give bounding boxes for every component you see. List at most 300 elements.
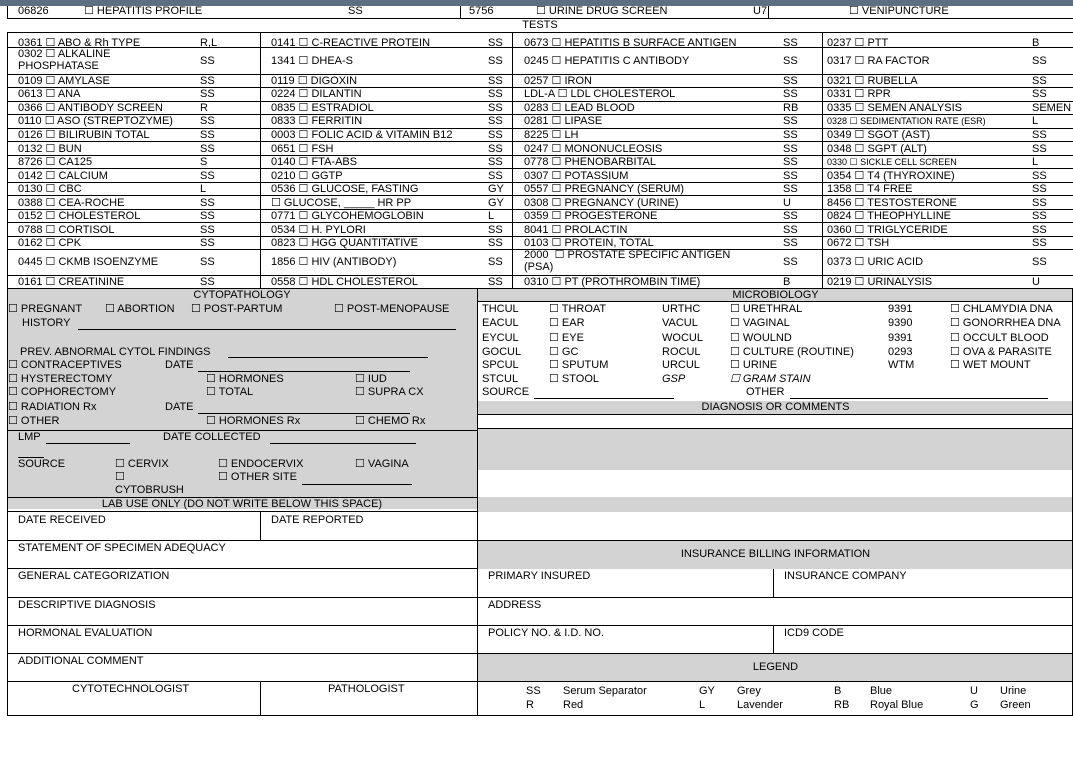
test-checkbox-item[interactable]: 0103 ☐ PROTEIN, TOTAL bbox=[524, 237, 654, 249]
microbiology-field[interactable]: ☐ OCCULT BLOOD bbox=[950, 332, 1049, 344]
rule-line bbox=[7, 141, 1073, 142]
rule-line bbox=[7, 715, 1073, 716]
cytology-field[interactable]: ☐ PREGNANT bbox=[8, 303, 83, 315]
test-checkbox-item[interactable]: 0835 ☐ ESTRADIOL bbox=[271, 102, 374, 114]
top-row-item: 06826 bbox=[18, 5, 49, 17]
test-checkbox-item[interactable]: 0247 ☐ MONONUCLEOSIS bbox=[524, 143, 663, 155]
date-reported-label: DATE REPORTED bbox=[271, 514, 364, 526]
test-checkbox-item[interactable]: 0142 ☐ CALCIUM bbox=[18, 170, 108, 182]
tube-code: L bbox=[200, 183, 207, 195]
tube-code: SS bbox=[783, 237, 798, 249]
rule-line bbox=[7, 128, 1073, 129]
tube-code: SS bbox=[783, 75, 798, 87]
test-checkbox-item[interactable]: 0237 ☐ PTT bbox=[827, 37, 889, 49]
tube-code: SS bbox=[488, 75, 503, 87]
rule-line bbox=[512, 32, 513, 288]
test-checkbox-item[interactable]: 0141 ☐ C-REACTIVE PROTEIN bbox=[271, 37, 431, 49]
tube-code: SS bbox=[488, 170, 503, 182]
tube-code: R bbox=[200, 102, 208, 114]
tube-code: SS bbox=[783, 129, 798, 141]
rule-line bbox=[260, 511, 261, 540]
microbiology-field[interactable]: ☐ EYE bbox=[549, 332, 584, 344]
test-checkbox-item[interactable]: 0302 ☐ ALKALINE PHOSPHATASE bbox=[18, 48, 111, 72]
test-checkbox-item[interactable]: 0308 ☐ PREGNANCY (URINE) bbox=[524, 197, 679, 209]
test-checkbox-item[interactable]: 0245 ☐ HEPATITIS C ANTIBODY bbox=[524, 55, 690, 67]
test-checkbox-item[interactable]: 0109 ☐ AMYLASE bbox=[18, 75, 110, 87]
rule-line bbox=[477, 288, 478, 715]
rule-line bbox=[7, 625, 1073, 626]
test-checkbox-item[interactable]: 0651 ☐ FSH bbox=[271, 143, 334, 155]
test-checkbox-item[interactable]: 0317 ☐ RA FACTOR bbox=[827, 55, 930, 67]
legend-item: U bbox=[970, 685, 978, 697]
tube-code: U bbox=[1032, 276, 1040, 288]
general-categorization-label: GENERAL CATEGORIZATION bbox=[18, 570, 170, 582]
tube-code: SS bbox=[783, 88, 798, 100]
test-checkbox-item[interactable]: 0788 ☐ CORTISOL bbox=[18, 224, 115, 236]
rule-line bbox=[7, 288, 8, 715]
diagnosis-shade-2 bbox=[478, 497, 1073, 512]
rule-line bbox=[7, 32, 1073, 33]
tube-code: SS bbox=[1032, 197, 1047, 209]
microbiology-field: SOURCE bbox=[482, 386, 530, 398]
microbiology-field[interactable]: ☐ URETHRAL bbox=[730, 303, 803, 315]
legend-item: Grey bbox=[737, 685, 761, 697]
rule-line bbox=[7, 568, 477, 569]
tube-code: SS bbox=[1032, 183, 1047, 195]
tube-code: SS bbox=[488, 156, 503, 168]
tube-code: SS bbox=[200, 197, 215, 209]
rule-line bbox=[7, 249, 1073, 250]
legend-item: GY bbox=[699, 685, 715, 697]
tube-code: SS bbox=[200, 129, 215, 141]
microbiology-field: URCUL bbox=[662, 359, 700, 371]
tube-code: SS bbox=[783, 156, 798, 168]
tube-code: SS bbox=[200, 276, 215, 288]
microbiology-field: OTHER bbox=[746, 386, 785, 398]
tube-code: SS bbox=[1032, 143, 1047, 155]
rule-line bbox=[7, 540, 1073, 541]
cytology-field[interactable]: ☐ OTHER bbox=[8, 415, 60, 427]
diagnosis-shade-1 bbox=[478, 428, 1073, 470]
test-checkbox-item[interactable]: 0771 ☐ GLYCOHEMOGLOBIN bbox=[271, 210, 424, 222]
tube-code: B bbox=[783, 276, 791, 288]
cytology-field[interactable]: ☐ POST-PARTUM bbox=[191, 303, 283, 315]
tube-code: L bbox=[1032, 115, 1039, 127]
tube-code: SS bbox=[783, 55, 798, 67]
legend-item: Urine bbox=[1000, 685, 1027, 697]
test-checkbox-item[interactable]: 8041 ☐ PROLACTIN bbox=[524, 224, 628, 236]
rule-line bbox=[7, 18, 1073, 19]
test-checkbox-item[interactable]: 0328 ☐ SEDIMENTATION RATE (ESR) bbox=[827, 116, 986, 126]
microbiology-field[interactable]: ☐ WET MOUNT bbox=[950, 359, 1031, 371]
tube-code: SS bbox=[1032, 210, 1047, 222]
tube-code: SS bbox=[783, 224, 798, 236]
top-row-item[interactable]: ☐ URINE DRUG SCREEN bbox=[536, 5, 668, 17]
tube-code: SS bbox=[783, 115, 798, 127]
microbiology-header: MICROBIOLOGY bbox=[732, 289, 819, 301]
test-checkbox-item[interactable]: 0140 ☐ FTA-ABS bbox=[271, 156, 358, 168]
rule-line bbox=[7, 74, 1073, 75]
tube-code: SS bbox=[488, 143, 503, 155]
legend-item: SS bbox=[526, 685, 541, 697]
microbiology-field: GOCUL bbox=[482, 346, 522, 358]
test-checkbox-item[interactable]: 1358 ☐ T4 FREE bbox=[827, 183, 913, 195]
microbiology-field: 9391 bbox=[888, 303, 913, 315]
test-checkbox-item[interactable]: 8456 ☐ TESTOSTERONE bbox=[827, 197, 957, 209]
additional-comment-label: ADDITIONAL COMMENT bbox=[18, 655, 144, 667]
microbiology-field[interactable]: ☐ WOULND bbox=[730, 332, 792, 344]
tube-code: SS bbox=[1032, 170, 1047, 182]
rule-line bbox=[7, 653, 1073, 654]
legend-item: L bbox=[699, 699, 706, 711]
test-checkbox-item[interactable]: 8225 ☐ LH bbox=[524, 129, 579, 141]
legend-item: Red bbox=[563, 699, 584, 711]
legend-item: RB bbox=[834, 699, 850, 711]
fill-in-line[interactable] bbox=[228, 357, 428, 358]
cytology-field[interactable]: ☐ COPHORECTOMY bbox=[8, 386, 117, 398]
rule-line bbox=[7, 681, 1073, 682]
test-checkbox-item[interactable]: ☐ GLUCOSE, _____ HR PP bbox=[271, 197, 412, 209]
cytology-field: DATE COLLECTED bbox=[163, 431, 261, 443]
diagnosis-header: DIAGNOSIS OR COMMENTS bbox=[701, 401, 850, 413]
tube-code: SS bbox=[488, 224, 503, 236]
test-checkbox-item[interactable]: 0330 ☐ SICKLE CELL SCREEN bbox=[827, 157, 957, 167]
test-checkbox-item[interactable]: 0310 ☐ PT (PROTHROMBIN TIME) bbox=[524, 276, 701, 288]
cytology-field: DATE bbox=[165, 401, 194, 413]
tube-code: RB bbox=[783, 102, 799, 114]
test-checkbox-item[interactable]: 8726 ☐ CA125 bbox=[18, 156, 93, 168]
hormonal-evaluation-label: HORMONAL EVALUATION bbox=[18, 627, 153, 639]
tube-code: SS bbox=[1032, 75, 1047, 87]
fill-in-line[interactable] bbox=[790, 398, 1048, 399]
microbiology-field[interactable]: ☐ SPUTUM bbox=[549, 359, 609, 371]
test-checkbox-item[interactable]: 0824 ☐ THEOPHYLLINE bbox=[827, 210, 951, 222]
microbiology-field[interactable]: ☐ THROAT bbox=[549, 303, 607, 315]
microbiology-field: 9391 bbox=[888, 332, 913, 344]
cytology-field: DATE bbox=[165, 359, 194, 371]
test-checkbox-item[interactable]: 0672 ☐ TSH bbox=[827, 237, 890, 249]
test-checkbox-item[interactable]: 0210 ☐ GGTP bbox=[271, 170, 343, 182]
legend-item: Lavender bbox=[737, 699, 783, 711]
microbiology-field: EACUL bbox=[482, 317, 519, 329]
tube-code: SS bbox=[488, 276, 503, 288]
test-checkbox-item[interactable]: 0557 ☐ PREGNANCY (SERUM) bbox=[524, 183, 685, 195]
rule-line bbox=[478, 428, 1073, 429]
test-checkbox-item[interactable]: 0224 ☐ DILANTIN bbox=[271, 88, 362, 100]
microbiology-field[interactable]: ☐ URINE bbox=[730, 359, 778, 371]
rule-line bbox=[7, 497, 477, 498]
top-row-item[interactable]: ☐ HEPATITIS PROFILE bbox=[84, 5, 203, 17]
test-checkbox-item[interactable]: 0536 ☐ GLUCOSE, FASTING bbox=[271, 183, 419, 195]
tube-code: SS bbox=[200, 55, 215, 67]
test-checkbox-item[interactable]: 0110 ☐ ASO (STREPTOZYME) bbox=[18, 115, 173, 127]
test-checkbox-item[interactable]: 0003 ☐ FOLIC ACID & VITAMIN B12 bbox=[271, 129, 453, 141]
rule-line bbox=[7, 209, 1073, 210]
tube-code: SS bbox=[1032, 224, 1047, 236]
test-checkbox-item[interactable]: 0126 ☐ BILIRUBIN TOTAL bbox=[18, 129, 150, 141]
rule-line bbox=[7, 275, 1073, 276]
test-checkbox-item[interactable]: 0366 ☐ ANTIBODY SCREEN bbox=[18, 102, 163, 114]
tube-code: SS bbox=[488, 88, 503, 100]
tube-code: SS bbox=[488, 55, 503, 67]
cytology-field[interactable]: ☐ CHEMO Rx bbox=[355, 415, 426, 427]
rule-line bbox=[7, 168, 1073, 169]
microbiology-field[interactable]: ☐ VAGINAL bbox=[730, 317, 790, 329]
microbiology-field: ROCUL bbox=[662, 346, 701, 358]
rule-line bbox=[768, 6, 769, 18]
test-checkbox-item[interactable]: 0354 ☐ T4 (THYROXINE) bbox=[827, 170, 955, 182]
cytology-field: PREV. ABNORMAL CYTOL FINDINGS bbox=[20, 346, 211, 358]
cytology-field[interactable]: ☐ TOTAL bbox=[206, 386, 254, 398]
test-checkbox-item[interactable]: 0778 ☐ PHENOBARBITAL bbox=[524, 156, 656, 168]
fill-in-line[interactable] bbox=[270, 443, 416, 444]
microbiology-field[interactable]: ☐ GONORRHEA DNA bbox=[950, 317, 1061, 329]
legend-item: R bbox=[526, 699, 534, 711]
cytology-field: HISTORY bbox=[22, 317, 71, 329]
rule-line bbox=[7, 47, 1073, 48]
tube-code: SS bbox=[200, 143, 215, 155]
fill-in-line[interactable] bbox=[78, 329, 456, 330]
tube-code: SS bbox=[200, 88, 215, 100]
insurance-company-label: INSURANCE COMPANY bbox=[784, 570, 907, 582]
top-row-item: 5756 bbox=[469, 5, 494, 17]
cytopathology-header: CYTOPATHOLOGY bbox=[193, 289, 291, 301]
address-label: ADDRESS bbox=[488, 599, 542, 611]
microbiology-field: 0293 bbox=[888, 346, 913, 358]
icd9-code-label: ICD9 CODE bbox=[784, 627, 844, 639]
legend-header: LEGEND bbox=[752, 661, 799, 673]
tube-code: SS bbox=[200, 256, 215, 268]
microbiology-field[interactable]: ☐ OVA & PARASITE bbox=[950, 346, 1052, 358]
tube-code: SS bbox=[200, 115, 215, 127]
microbiology-field: THCUL bbox=[482, 303, 519, 315]
tube-code: SS bbox=[783, 210, 798, 222]
test-checkbox-item[interactable]: 1341 ☐ DHEA-S bbox=[271, 55, 354, 67]
test-checkbox-item[interactable]: 0558 ☐ HDL CHOLESTEROL bbox=[271, 276, 419, 288]
rule-line bbox=[7, 222, 1073, 223]
tube-code: SS bbox=[783, 170, 798, 182]
fill-in-line[interactable] bbox=[302, 484, 412, 485]
rule-line bbox=[460, 6, 461, 18]
microbiology-field[interactable]: ☐ GRAM STAIN bbox=[730, 373, 811, 385]
test-checkbox-item[interactable]: 0673 ☐ HEPATITIS B SURFACE ANTIGEN bbox=[524, 37, 737, 49]
cytology-field[interactable]: ☐ HORMONES Rx bbox=[206, 415, 301, 427]
cytology-field[interactable]: ☐ OTHER SITE bbox=[218, 471, 297, 483]
legend-item: G bbox=[970, 699, 979, 711]
tube-code: SS bbox=[200, 237, 215, 249]
tube-code: SS bbox=[200, 170, 215, 182]
policy-number-label: POLICY NO. & I.D. NO. bbox=[488, 627, 604, 639]
rule-line bbox=[7, 114, 1073, 115]
test-checkbox-item[interactable]: 0349 ☐ SGOT (AST) bbox=[827, 129, 931, 141]
test-checkbox-item[interactable]: 0307 ☐ POTASSIUM bbox=[524, 170, 629, 182]
rule-line bbox=[7, 6, 8, 18]
specimen-adequacy-label: STATEMENT OF SPECIMEN ADEQUACY bbox=[18, 542, 226, 554]
rule-line bbox=[478, 414, 1073, 415]
tube-code: SS bbox=[488, 102, 503, 114]
tube-code: B bbox=[1032, 37, 1040, 49]
rule-line bbox=[478, 301, 1073, 302]
cytology-field[interactable]: ☐ ENDOCERVIX bbox=[218, 458, 304, 470]
tube-code: U bbox=[783, 197, 791, 209]
tube-code: SS bbox=[200, 75, 215, 87]
tube-code: SS bbox=[783, 143, 798, 155]
test-checkbox-item[interactable]: 0335 ☐ SEMEN ANALYSIS bbox=[827, 102, 962, 114]
test-checkbox-item[interactable]: 0321 ☐ RUBELLA bbox=[827, 75, 918, 87]
tube-code: SS bbox=[783, 183, 798, 195]
rule-line bbox=[7, 597, 1073, 598]
tube-code: SS bbox=[783, 37, 798, 49]
microbiology-field[interactable]: ☐ GC bbox=[549, 346, 579, 358]
rule-line bbox=[260, 681, 261, 715]
tube-code: GY bbox=[488, 183, 504, 195]
tube-code: L bbox=[488, 210, 495, 222]
tube-code: R,L bbox=[200, 37, 218, 49]
legend-item: Green bbox=[1000, 699, 1031, 711]
legend-item: Serum Separator bbox=[563, 685, 647, 697]
microbiology-field[interactable]: ☐ CHLAMYDIA DNA bbox=[950, 303, 1053, 315]
test-checkbox-item[interactable]: 0162 ☐ CPK bbox=[18, 237, 82, 249]
test-checkbox-item[interactable]: 0132 ☐ BUN bbox=[18, 143, 82, 155]
descriptive-diagnosis-label: DESCRIPTIVE DIAGNOSIS bbox=[18, 599, 156, 611]
tube-code: SS bbox=[1032, 88, 1047, 100]
top-row-item[interactable]: ☐ VENIPUNCTURE bbox=[849, 5, 949, 17]
cytology-field[interactable]: ☐ RADIATION Rx bbox=[8, 401, 97, 413]
microbiology-field: WTM bbox=[888, 359, 915, 371]
rule-line bbox=[7, 101, 1073, 102]
cytology-field[interactable]: ☐ CONTRACEPTIVES bbox=[8, 359, 122, 371]
test-checkbox-item[interactable]: 0281 ☐ LIPASE bbox=[524, 115, 603, 127]
microbiology-field[interactable]: ☐ STOOL bbox=[549, 373, 600, 385]
cytology-field: SOURCE bbox=[18, 458, 66, 470]
tube-code: SS bbox=[1032, 129, 1047, 141]
fill-in-line[interactable] bbox=[18, 457, 44, 458]
top-row-item: U7 bbox=[753, 5, 768, 17]
tube-code: SS bbox=[1032, 256, 1047, 268]
tube-code: SS bbox=[488, 256, 503, 268]
cytology-field: LMP bbox=[18, 431, 41, 443]
tube-code: SS bbox=[200, 224, 215, 236]
rule-line bbox=[773, 569, 774, 597]
test-checkbox-item[interactable]: 0283 ☐ LEAD BLOOD bbox=[524, 102, 635, 114]
test-checkbox-item[interactable]: 0361 ☐ ABO & Rh TYPE bbox=[18, 37, 141, 49]
rule-line bbox=[7, 430, 477, 431]
legend-item: B bbox=[834, 685, 842, 697]
test-checkbox-item[interactable]: 1856 ☐ HIV (ANTIBODY) bbox=[271, 256, 397, 268]
microbiology-field: VACUL bbox=[662, 317, 698, 329]
test-checkbox-item[interactable]: 0823 ☐ HGG QUANTITATIVE bbox=[271, 237, 418, 249]
microbiology-field: EYCUL bbox=[482, 332, 519, 344]
tube-code: S bbox=[200, 156, 208, 168]
tube-code: SS bbox=[488, 115, 503, 127]
test-checkbox-item[interactable]: 0257 ☐ IRON bbox=[524, 75, 592, 87]
test-checkbox-item[interactable]: 0359 ☐ PROGESTERONE bbox=[524, 210, 658, 222]
rule-line bbox=[7, 195, 1073, 196]
tube-code: SS bbox=[200, 210, 215, 222]
microbiology-field: WOCUL bbox=[662, 332, 703, 344]
test-checkbox-item[interactable]: 0534 ☐ H. PYLORI bbox=[271, 224, 366, 236]
date-received-label: DATE RECEIVED bbox=[18, 514, 106, 526]
microbiology-field: 9390 bbox=[888, 317, 913, 329]
tube-code: SS bbox=[488, 129, 503, 141]
rule-line bbox=[7, 288, 1073, 289]
fill-in-line[interactable] bbox=[46, 443, 130, 444]
fill-in-line[interactable] bbox=[198, 371, 410, 372]
cytology-field[interactable]: ☐ HORMONES bbox=[206, 373, 284, 385]
rule-line bbox=[260, 32, 261, 288]
test-checkbox-item[interactable]: 0445 ☐ CKMB ISOENZYME bbox=[18, 256, 159, 268]
rule-line bbox=[822, 32, 823, 288]
cytology-field[interactable]: ☐ IUD bbox=[355, 373, 387, 385]
legend-item: Blue bbox=[870, 685, 893, 697]
test-checkbox-item[interactable]: 0152 ☐ CHOLESTEROL bbox=[18, 210, 141, 222]
fill-in-line[interactable] bbox=[534, 398, 674, 399]
test-checkbox-item[interactable]: 0161 ☐ CREATININE bbox=[18, 276, 125, 288]
cytology-field[interactable]: ☐ VAGINA bbox=[355, 458, 409, 470]
pathologist-label: PATHOLOGIST bbox=[328, 683, 405, 695]
tube-code: GY bbox=[488, 197, 504, 209]
rule-line bbox=[7, 32, 8, 288]
fill-in-line[interactable] bbox=[198, 413, 410, 414]
test-checkbox-item[interactable]: 2000 ☐ PROSTATE SPECIFIC ANTIGEN (PSA) bbox=[524, 249, 731, 273]
tube-code: SEMEN bbox=[1032, 102, 1072, 114]
test-checkbox-item[interactable]: LDL-A ☐ LDL CHOLESTEROL bbox=[524, 88, 676, 100]
tube-code: SS bbox=[488, 237, 503, 249]
cytotechnologist-label: CYTOTECHNOLOGIST bbox=[72, 683, 190, 695]
microbiology-field[interactable]: ☐ CULTURE (ROUTINE) bbox=[730, 346, 854, 358]
cytology-field[interactable]: ☐ bbox=[115, 471, 125, 483]
microbiology-field: STCUL bbox=[482, 373, 519, 385]
rule-line bbox=[7, 155, 1073, 156]
tube-code: SS bbox=[783, 256, 798, 268]
rule-line bbox=[7, 87, 1073, 88]
test-checkbox-item[interactable]: 0348 ☐ SGPT (ALT) bbox=[827, 143, 927, 155]
top-row-item: SS bbox=[348, 5, 363, 17]
rule-line bbox=[7, 182, 1073, 183]
tube-code: SS bbox=[1032, 237, 1047, 249]
tube-code: L bbox=[1032, 156, 1039, 168]
test-checkbox-item[interactable]: 0833 ☐ FERRITIN bbox=[271, 115, 363, 127]
test-checkbox-item[interactable]: 0613 ☐ ANA bbox=[18, 88, 81, 100]
test-checkbox-item[interactable]: 0130 ☐ CBC bbox=[18, 183, 82, 195]
test-checkbox-item[interactable]: 0373 ☐ URIC ACID bbox=[827, 256, 924, 268]
lab-use-header: LAB USE ONLY (DO NOT WRITE BELOW THIS SPACE) bbox=[101, 498, 383, 510]
primary-insured-label: PRIMARY INSURED bbox=[488, 570, 591, 582]
test-checkbox-item[interactable]: 0331 ☐ RPR bbox=[827, 88, 891, 100]
tube-code: SS bbox=[488, 37, 503, 49]
cytology-field: CYTOBRUSH bbox=[115, 484, 184, 496]
microbiology-field: GSP bbox=[662, 373, 686, 385]
rule-line bbox=[7, 236, 1073, 237]
insurance-header: INSURANCE BILLING INFORMATION bbox=[680, 548, 871, 560]
test-checkbox-item[interactable]: 0360 ☐ TRIGLYCERIDE bbox=[827, 224, 948, 236]
cytology-field[interactable]: ☐ ABORTION bbox=[105, 303, 175, 315]
cytology-field[interactable]: ☐ POST-MENOPAUSE bbox=[334, 303, 450, 315]
cytology-field[interactable]: ☐ SUPRA CX bbox=[355, 386, 424, 398]
rule-line bbox=[7, 511, 477, 512]
legend-item: Royal Blue bbox=[870, 699, 924, 711]
test-checkbox-item[interactable]: 0219 ☐ URINALYSIS bbox=[827, 276, 933, 288]
microbiology-field: SPCUL bbox=[482, 359, 519, 371]
tube-code: SS bbox=[1032, 55, 1047, 67]
test-checkbox-item[interactable]: 0119 ☐ DIGOXIN bbox=[271, 75, 358, 87]
cytology-field[interactable]: ☐ CERVIX bbox=[115, 458, 169, 470]
cytology-field[interactable]: ☐ HYSTERECTOMY bbox=[8, 373, 113, 385]
rule-line bbox=[773, 625, 774, 653]
microbiology-field[interactable]: ☐ EAR bbox=[549, 317, 585, 329]
test-checkbox-item[interactable]: 0388 ☐ CEA-ROCHE bbox=[18, 197, 125, 209]
tests-header: TESTS bbox=[522, 19, 558, 31]
